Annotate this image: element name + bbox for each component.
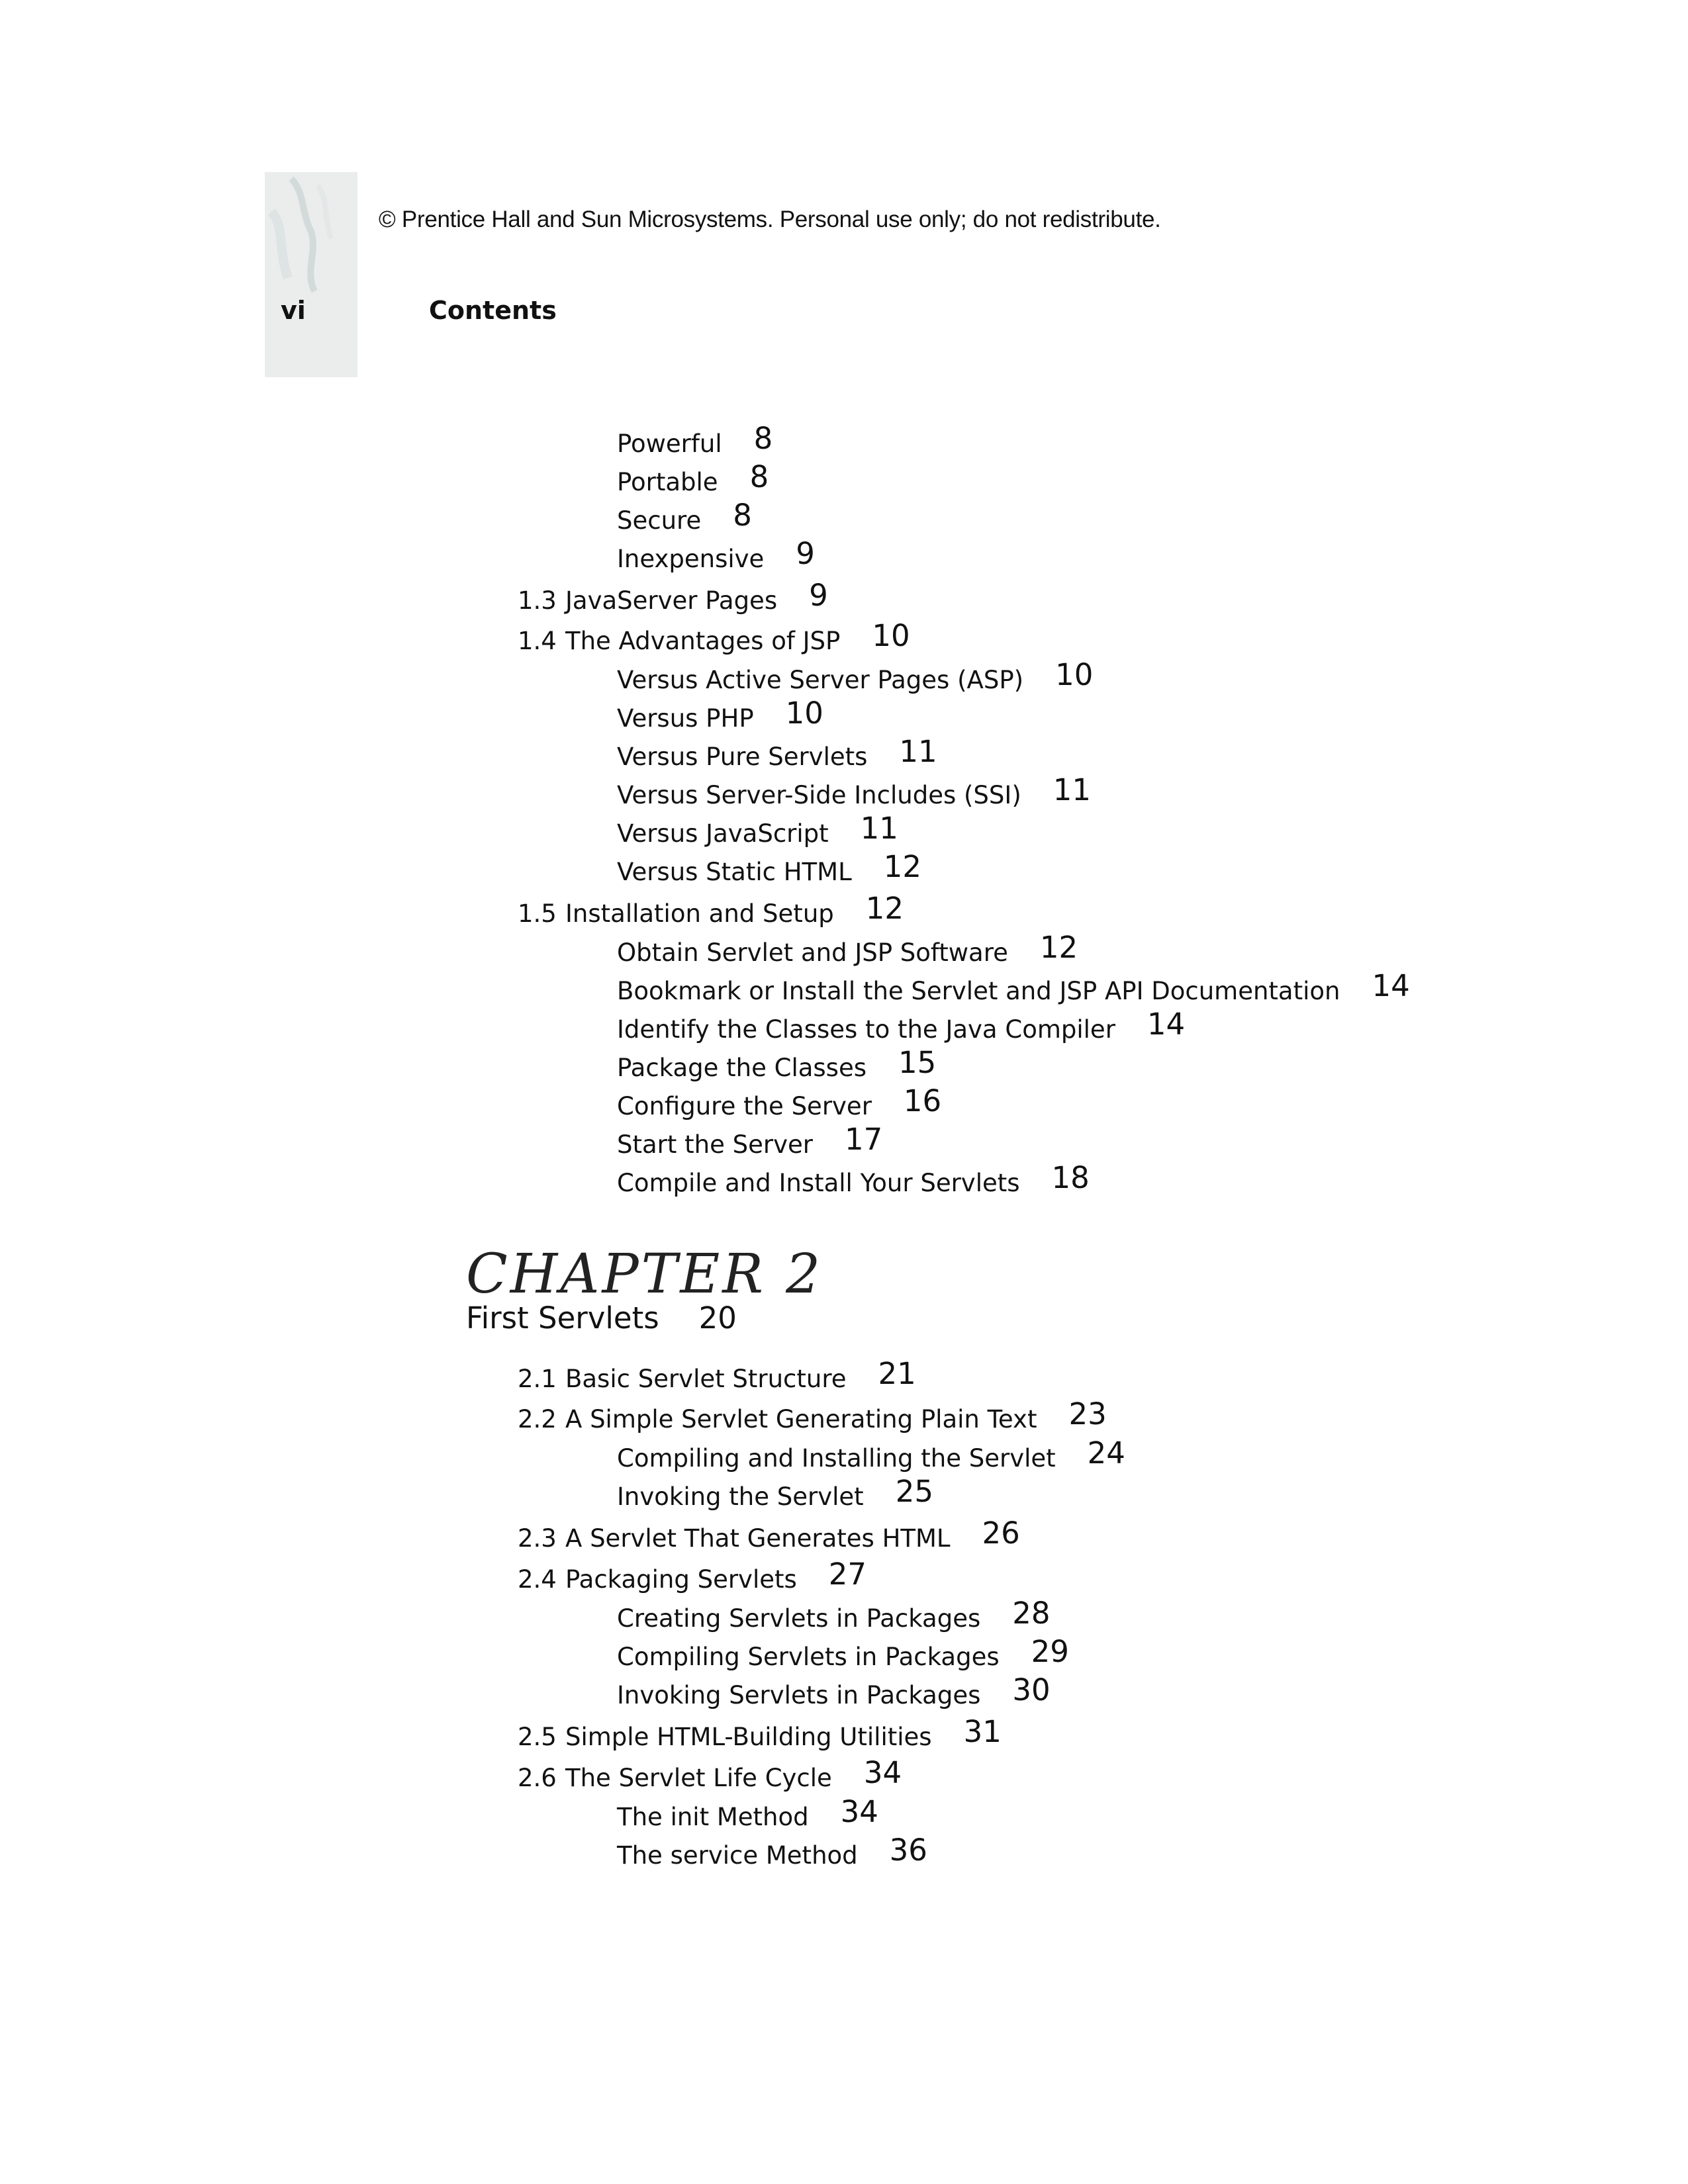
- toc-entry-title: Bookmark or Install the Servlet and JSP API Documentation: [617, 977, 1340, 1005]
- decorative-tab-image: [265, 172, 357, 377]
- toc-entry-page: 24: [1087, 1435, 1125, 1471]
- toc-entry-title: Installation and Setup: [565, 899, 834, 928]
- toc-entry-page: 21: [878, 1356, 916, 1391]
- toc-entry-page: 27: [828, 1557, 867, 1592]
- toc-entry-page: 25: [895, 1474, 933, 1509]
- toc-entry-page: 30: [1012, 1672, 1051, 1707]
- toc-section[interactable]: [518, 1356, 916, 1393]
- toc-section-number: 2.6: [518, 1764, 557, 1792]
- toc-entry-title: Powerful: [617, 430, 722, 458]
- toc-entry-page: 14: [1147, 1007, 1186, 1042]
- toc-section[interactable]: [518, 1557, 867, 1594]
- toc-entry-title: Basic Servlet Structure: [565, 1365, 847, 1393]
- toc-entry-page: 28: [1012, 1596, 1051, 1631]
- chapter-label: CHAPTER 2: [466, 1243, 823, 1306]
- toc-entry-page: 29: [1031, 1634, 1069, 1669]
- toc-entry-title: Inexpensive: [617, 545, 765, 573]
- toc-entry-page: 10: [1055, 657, 1094, 692]
- toc-section[interactable]: [518, 578, 828, 615]
- toc-entry-title: A Simple Servlet Generating Plain Text: [565, 1405, 1037, 1433]
- running-head: Contents: [429, 296, 557, 325]
- toc-entry[interactable]: [617, 1833, 927, 1870]
- toc-entry[interactable]: [617, 849, 921, 886]
- toc-entry[interactable]: [617, 536, 815, 573]
- toc-entry-page: 10: [785, 696, 823, 731]
- toc-section-number: 2.1: [518, 1365, 557, 1393]
- toc-entry-title: Simple HTML-Building Utilities: [565, 1723, 932, 1751]
- toc-entry[interactable]: [617, 734, 937, 771]
- toc-entry-page: 9: [796, 536, 815, 571]
- copyright-notice: © Prentice Hall and Sun Microsystems. Personal use only; do not redistribute.: [379, 206, 1161, 232]
- toc-entry-title: Obtain Servlet and JSP Software: [617, 938, 1008, 967]
- toc-entry-title: Package the Classes: [617, 1054, 867, 1082]
- toc-entry-title: Versus PHP: [617, 704, 754, 733]
- toc-section[interactable]: [518, 1714, 1002, 1751]
- toc-entry-title: Versus Server-Side Includes (SSI): [617, 781, 1021, 809]
- toc-entry-page: 10: [872, 618, 910, 653]
- toc-entry[interactable]: [617, 1045, 937, 1082]
- toc-entry-page: 12: [883, 849, 921, 884]
- toc-section-number: 2.3: [518, 1524, 557, 1553]
- toc-entry[interactable]: [617, 930, 1078, 967]
- toc-entry-page: 12: [1039, 930, 1078, 965]
- toc-entry[interactable]: [617, 459, 769, 496]
- toc-entry-page: 26: [982, 1516, 1020, 1551]
- toc-entry[interactable]: [617, 1435, 1125, 1473]
- toc-entry[interactable]: [617, 498, 752, 535]
- toc-section[interactable]: [518, 618, 910, 655]
- toc-entry[interactable]: [617, 1672, 1051, 1709]
- toc-entry-page: 17: [844, 1122, 883, 1157]
- chapter-title-text: First Servlets: [466, 1300, 659, 1336]
- toc-entry[interactable]: [617, 1007, 1186, 1044]
- toc-entry-title: Invoking Servlets in Packages: [617, 1681, 981, 1709]
- toc-entry-page: 8: [749, 459, 769, 494]
- toc-entry-page: 36: [889, 1833, 927, 1868]
- toc-entry[interactable]: [617, 968, 1410, 1005]
- toc-entry-page: 11: [899, 734, 937, 769]
- toc-entry-page: 9: [809, 578, 828, 613]
- toc-entry[interactable]: [617, 421, 773, 458]
- toc-entry-page: 11: [860, 811, 898, 846]
- toc-entry-page: 8: [733, 498, 752, 533]
- toc-entry-title: The init Method: [617, 1803, 809, 1831]
- toc-entry-title: Configure the Server: [617, 1092, 872, 1120]
- toc-entry-title: Compile and Install Your Servlets: [617, 1169, 1020, 1197]
- toc-entry-title: Compiling and Installing the Servlet: [617, 1444, 1056, 1473]
- toc-entry-page: 14: [1372, 968, 1410, 1003]
- toc-entry-title: Packaging Servlets: [565, 1565, 797, 1594]
- toc-section-number: 1.4: [518, 627, 557, 655]
- toc-entry-page: 34: [863, 1755, 902, 1790]
- toc-entry-title: Portable: [617, 468, 718, 496]
- toc-section-number: 2.4: [518, 1565, 557, 1594]
- toc-entry[interactable]: [617, 657, 1094, 694]
- toc-section-number: 1.5: [518, 899, 557, 928]
- toc-entry[interactable]: [617, 1634, 1069, 1671]
- toc-entry-page: 34: [840, 1794, 878, 1829]
- toc-entry-title: The service Method: [617, 1841, 858, 1870]
- toc-entry[interactable]: [617, 1160, 1090, 1197]
- toc-entry-page: 15: [898, 1045, 937, 1080]
- toc-entry-title: A Servlet That Generates HTML: [565, 1524, 951, 1553]
- toc-entry-title: The Advantages of JSP: [565, 627, 841, 655]
- toc-entry-title: Start the Server: [617, 1130, 813, 1159]
- toc-entry-title: Invoking the Servlet: [617, 1482, 864, 1511]
- toc-section-number: 2.2: [518, 1405, 557, 1433]
- toc-entry[interactable]: [617, 1083, 942, 1120]
- toc-entry[interactable]: [617, 1474, 933, 1511]
- toc-entry-page: 8: [753, 421, 773, 456]
- toc-entry[interactable]: [617, 1794, 878, 1831]
- toc-entry-title: Secure: [617, 506, 702, 535]
- chapter-title[interactable]: [466, 1300, 737, 1336]
- toc-entry-page: 16: [903, 1083, 942, 1118]
- toc-entry[interactable]: [617, 1122, 883, 1159]
- toc-section-number: 1.3: [518, 586, 557, 615]
- toc-entry-title: Versus Static HTML: [617, 858, 852, 886]
- toc-section[interactable]: [518, 1516, 1020, 1553]
- toc-entry-title: Versus Pure Servlets: [617, 743, 868, 771]
- toc-entry-title: Identify the Classes to the Java Compiler: [617, 1015, 1115, 1044]
- toc-entry-title: The Servlet Life Cycle: [565, 1764, 832, 1792]
- toc-section[interactable]: [518, 1396, 1107, 1433]
- page-number: vi: [281, 296, 306, 325]
- chapter-page: 20: [698, 1300, 737, 1336]
- toc-entry[interactable]: [617, 772, 1092, 809]
- toc-entry-page: 11: [1053, 772, 1092, 807]
- toc-entry-page: 12: [865, 891, 904, 926]
- toc-section-number: 2.5: [518, 1723, 557, 1751]
- toc-entry-title: Versus JavaScript: [617, 819, 829, 848]
- toc-section[interactable]: [518, 1755, 902, 1792]
- toc-entry-page: 31: [963, 1714, 1002, 1749]
- toc-entry-title: Compiling Servlets in Packages: [617, 1643, 1000, 1671]
- toc-entry-title: Versus Active Server Pages (ASP): [617, 666, 1024, 694]
- toc-entry[interactable]: [617, 811, 898, 848]
- toc-entry[interactable]: [617, 1596, 1051, 1633]
- toc-entry-page: 23: [1068, 1396, 1107, 1432]
- toc-entry-title: Creating Servlets in Packages: [617, 1604, 981, 1633]
- toc-entry-page: 18: [1051, 1160, 1090, 1195]
- toc-section[interactable]: [518, 891, 904, 928]
- toc-entry-title: JavaServer Pages: [565, 586, 778, 615]
- toc-entry[interactable]: [617, 696, 823, 733]
